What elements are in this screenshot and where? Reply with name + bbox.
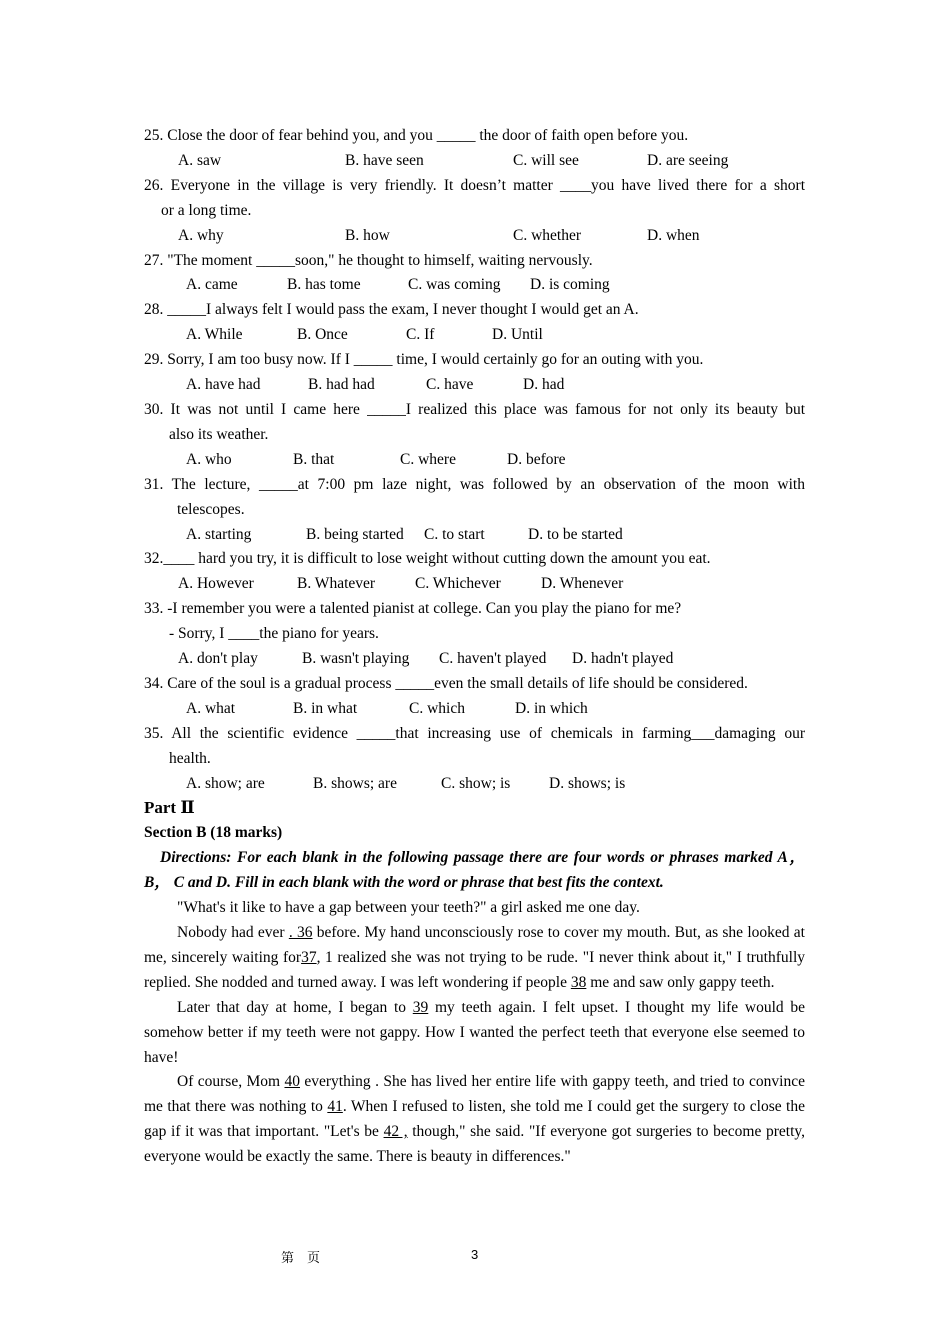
question-29: 29. Sorry, I am too busy now. If I _____ time, I would certainly go for an outing with you. [144,351,704,369]
option-b: B. that [293,450,335,468]
option-c: C. which [409,699,465,717]
text-segment: me and saw only gappy teeth. [586,973,775,991]
text-segment: before. My hand unconsciously rose to cover my mouth. But, as she looked at me, sincerely waiting for [144,924,805,966]
option-a: A. why [178,226,224,244]
directions: Directions: For each blank in the following passage there are four words or phrases marked A， B， C and D. Fill in each blank with the word or phrase that best fits the context. [144,849,805,892]
question-35-options [144,772,805,797]
option-b: B. wasn't playing [302,650,410,668]
option-c: C. have [426,376,474,394]
option-b: B. had had [308,376,375,394]
section-title: Section B (18 marks) [144,824,283,842]
option-c: C. If [406,326,435,344]
option-d: D. Until [492,326,543,344]
option-d: D. had [523,376,565,394]
blank-40: 40 [284,1073,300,1091]
question-30-line1: 30. It was not until I came here _____I realized this place was famous for not only its beauty but [144,400,805,418]
option-b: B. have seen [345,151,424,169]
text-segment: though," she said. "If everyone got surgeries to become pretty, everyone would be exactly the same. There is beauty in differences." [144,1123,806,1166]
blank-36: . 36 [288,924,313,941]
passage-paragraph-3 [144,996,805,1071]
passage-paragraph-4 [144,1070,805,1170]
question-33-reply: - Sorry, I ____the piano for years. [169,625,379,643]
option-a: A. what [186,699,236,717]
option-a: A. While [186,326,243,344]
option-c: C. whether [513,226,582,244]
question-35-line1: 35. All the scientific evidence _____that increasing use of chemicals in farming___damaging our [144,724,805,742]
text-segment: Of course, Mom [177,1073,285,1091]
blank-38: 38 [570,973,587,991]
option-a: A. However [178,575,254,593]
option-a: A. don't play [178,650,258,668]
text-segment: . When I refused to listen, she told me I could get the surgery to close the gap if it was that important. "Let's be [144,1098,805,1141]
question-30-line2: also its weather. [169,425,269,443]
option-c: C. where [400,450,456,468]
option-c: C. haven't played [439,650,547,668]
option-d: D. hadn't played [572,650,674,668]
question-29-options [144,373,805,398]
option-a: A. have had [186,376,261,394]
question-26-line1: 26. Everyone in the village is very friendly. It doesn’t matter ____you have lived there for a short [144,176,805,194]
question-31-options [144,523,805,548]
question-25: 25. Close the door of fear behind you, and you _____ the door of faith open before you. [144,127,689,144]
option-a: A. starting [186,525,252,543]
option-b: B. in what [293,699,358,717]
question-31-line1: 31. The lecture, _____at 7:00 pm laze night, was followed by an observation of the moon with [144,475,805,493]
passage-paragraph-2 [144,921,805,996]
option-b: B. has tome [287,276,361,294]
footer-page-number: 3 [471,1247,479,1262]
question-27: 27. "The moment _____soon," he thought to himself, waiting nervously. [144,251,593,269]
question-34: 34. Care of the soul is a gradual process _____even the small details of life should be considered. [144,674,748,692]
option-a: A. saw [178,151,222,169]
option-a: A. show; are [186,774,265,792]
text-segment: my teeth again. I felt upset. I thought my life would be somehow better if my teeth were not gappy. How I wanted the perfect teeth that everyone else seemed to have! [144,998,805,1066]
option-a: A. came [186,276,238,294]
question-33: 33. -I remember you were a talented pianist at college. Can you play the piano for me? [144,600,682,618]
option-b: B. Whatever [297,575,376,593]
option-c: C. will see [513,151,579,169]
option-d: D. before [507,450,566,468]
option-d: D. is coming [530,276,610,294]
option-c: C. Whichever [415,575,501,593]
option-a: A. who [186,450,232,468]
option-d: D. when [647,226,700,244]
text-segment: Later that day at home, I began to [177,998,413,1016]
option-d: D. in which [515,699,588,717]
text-segment: everything . She has lived her entire life with gappy teeth, and tried to convince me that there was nothing to [144,1073,805,1116]
question-32: 32.____ hard you try, it is difficult to lose weight without cutting down the amount you eat. [144,550,711,568]
question-27-options [144,273,805,298]
question-25-options [144,149,805,174]
question-26-line2: or a long time. [161,201,252,219]
question-31-line2: telescopes. [177,500,245,518]
option-d: D. shows; is [549,774,626,792]
option-b: B. shows; are [313,774,397,792]
text-segment: Nobody had ever [177,924,289,941]
question-35-line2: health. [169,749,211,767]
blank-41: 41 [327,1098,343,1116]
text-segment: , 1 realized she was not trying to be rude. "I never think about it," I truthfully replied. She nodded and turned away. I was left wondering if people [144,948,805,991]
blank-42: 42 , [383,1123,408,1141]
option-d: D. to be started [528,525,623,543]
question-32-options [144,572,805,597]
option-c: C. was coming [408,276,501,294]
question-34-options [144,697,805,722]
option-c: C. show; is [441,774,511,792]
document-page [144,124,805,1170]
question-28-options [144,323,805,348]
blank-37: 37 [301,948,317,966]
option-b: B. Once [297,326,348,344]
footer-page-label: 第 页 [281,1251,321,1266]
option-b: B. being started [306,525,404,543]
question-26-options [144,224,805,249]
passage-paragraph-1: "What's it like to have a gap between your teeth?" a girl asked me one day. [177,899,640,917]
part-title: Part Ⅱ [144,798,195,818]
question-30-options [144,448,805,473]
blank-39: 39 [412,998,429,1016]
option-c: C. to start [424,525,485,543]
question-28: 28. _____I always felt I would pass the exam, I never thought I would get an A. [144,301,639,319]
option-d: D. are seeing [647,151,729,169]
question-33-options [144,647,805,672]
option-b: B. how [345,226,390,244]
option-d: D. Whenever [541,575,624,593]
